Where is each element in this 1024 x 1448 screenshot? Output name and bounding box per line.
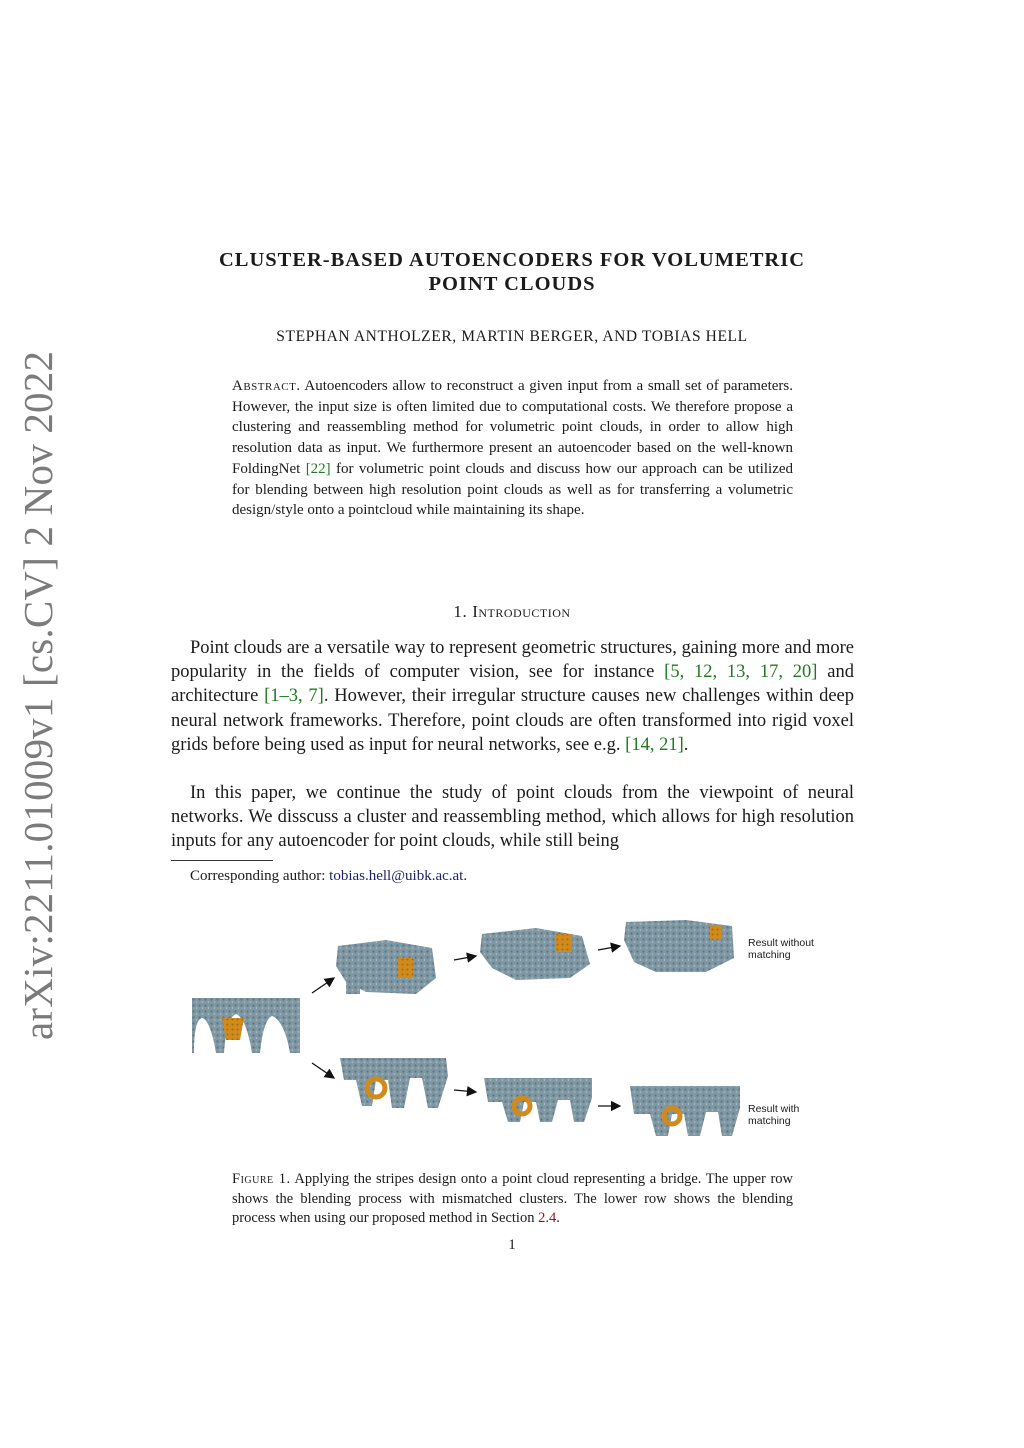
para1-text-3: . However, their irregular structure causes new challenges within deep neural network frameworks. Therefore, point clouds are often transformed into rigid voxel grids before being used as input for neural networks, see e.g. <box>171 686 854 755</box>
caption-label: Figure 1. <box>232 1171 291 1187</box>
page-number: 1 <box>508 1237 516 1253</box>
citation-link[interactable]: [1–3, 7] <box>264 686 324 707</box>
arrow-up-icon <box>312 978 334 993</box>
paper-title <box>150 248 874 296</box>
input-bridge-cloud <box>192 998 300 1053</box>
section-reference-link[interactable]: 2.4 <box>538 1210 557 1226</box>
intro-paragraph-1 <box>171 636 854 757</box>
para1-text-4: . <box>683 734 689 755</box>
label-without-matching-1: Result without <box>748 937 814 949</box>
para1-text-1: Point clouds are a versatile way to represent geometric structures, gaining more and more popularity in the fields of computer vision, see for instance <box>171 638 854 683</box>
arrow-right-icon <box>454 1090 476 1092</box>
arrow-right-icon <box>598 946 620 950</box>
upper-cluster-step-1 <box>336 940 436 994</box>
footnote-rule <box>171 860 273 861</box>
caption-end: . <box>556 1210 560 1226</box>
lower-cluster-step-2 <box>484 1078 592 1122</box>
arrow-right-icon <box>454 956 476 960</box>
citation-link[interactable]: [14, 21] <box>625 734 684 755</box>
abstract-text-2: for volumetric point clouds and discuss how our approach can be utilized for blending between high resolution point clouds as well as for transferring a volumetric design/style onto a pointcloud while maintaining its shape. <box>232 460 794 519</box>
label-with-matching-1: Result with <box>748 1103 800 1115</box>
abstract <box>232 376 793 521</box>
section-title: Introduction <box>472 602 571 621</box>
footnote <box>190 868 467 885</box>
author-list: STEPHAN ANTHOLZER, MARTIN BERGER, AND TOBIAS HELL <box>276 328 748 345</box>
intro-paragraph-2 <box>171 781 854 854</box>
caption-text: Applying the stripes design onto a point cloud representing a bridge. The upper row shows the blending process with mismatched clusters. The lower row shows the blending process when using our proposed method in Section <box>232 1171 794 1226</box>
title-line-1: CLUSTER-BASED AUTOENCODERS FOR VOLUMETRIC <box>218 249 806 271</box>
figure-caption <box>232 1170 793 1229</box>
footnote-end: . <box>463 868 468 884</box>
label-without-matching-2: matching <box>748 949 791 961</box>
footnote-label: Corresponding author: <box>190 868 326 884</box>
upper-cluster-step-2 <box>480 928 590 980</box>
figure-1 <box>186 908 846 1158</box>
abstract-label: Abstract. <box>232 378 301 394</box>
citation-link[interactable]: [5, 12, 13, 17, 20] <box>664 662 818 683</box>
arrow-down-icon <box>312 1063 334 1078</box>
section-number: 1. <box>453 602 468 621</box>
arxiv-stamp: arXiv:2211.01009v1 [cs.CV] 2 Nov 2022 <box>15 350 61 1040</box>
label-with-matching-2: matching <box>748 1115 791 1127</box>
abstract-text-1: Autoencoders allow to reconstruct a given input from a small set of parameters. However, the input size is often limited due to computational costs. We therefore propose a clustering and reassembling method for volumetric point clouds, in order to allow high resolution data as input. We furthermore present an autoencoder based on the well-known FoldingNet <box>232 378 793 477</box>
title-line-2: POINT CLOUDS <box>428 273 596 295</box>
para2-text: In this paper, we continue the study of point clouds from the viewpoint of neural networks. We disscuss a cluster and reassembling method, which allows for high resolution inputs for any autoencoder for point clouds, while still being <box>171 783 854 852</box>
lower-cluster-step-1 <box>340 1058 448 1108</box>
section-heading <box>150 602 874 622</box>
abstract-citation[interactable]: [22] <box>305 460 331 477</box>
lower-cluster-result <box>630 1086 740 1136</box>
para1-text-2: and architecture <box>171 662 854 707</box>
upper-cluster-result <box>624 920 734 972</box>
email-link[interactable]: tobias.hell@uibk.ac.at <box>329 868 464 884</box>
